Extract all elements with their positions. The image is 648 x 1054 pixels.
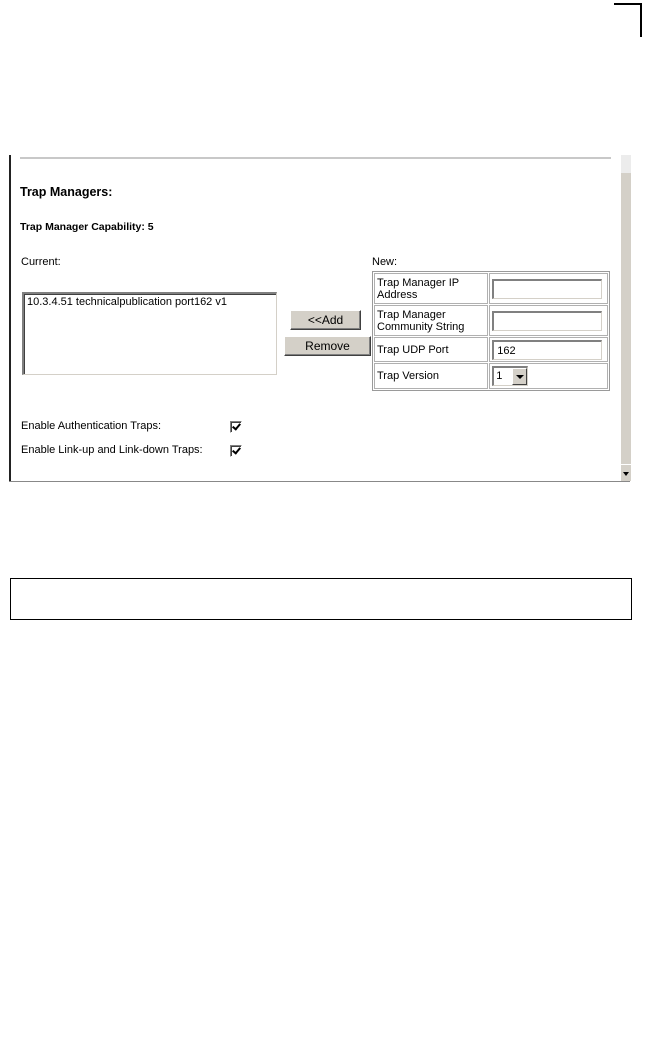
- scroll-track[interactable]: [621, 173, 631, 463]
- add-button[interactable]: <<Add: [290, 310, 361, 330]
- link-traps-checkbox[interactable]: [230, 445, 242, 457]
- frame-left-border: [9, 155, 11, 482]
- link-traps-label: Enable Link-up and Link-down Traps:: [21, 444, 203, 456]
- page-title: Trap Managers:: [20, 185, 113, 199]
- ip-address-input[interactable]: [492, 279, 602, 299]
- list-item[interactable]: 10.3.4.51 technicalpublication port162 v1: [27, 296, 227, 308]
- trap-version-value: 1: [496, 370, 503, 382]
- content-top-divider: [20, 157, 611, 159]
- new-label: New:: [372, 256, 398, 268]
- scroll-down-arrow-icon[interactable]: [621, 464, 631, 481]
- page-corner-mark: [614, 3, 642, 37]
- new-trap-manager-form: [372, 271, 610, 391]
- remove-button[interactable]: Remove: [284, 336, 371, 356]
- auth-traps-checkbox[interactable]: [230, 421, 242, 433]
- community-string-input[interactable]: [492, 311, 602, 331]
- community-string-label: Trap Manager Community String: [374, 305, 488, 336]
- auth-traps-label: Enable Authentication Traps:: [21, 420, 162, 432]
- udp-port-label: Trap UDP Port: [374, 337, 488, 362]
- frame-bottom-border: [9, 481, 630, 482]
- ip-address-label: Trap Manager IP Address: [374, 273, 488, 304]
- current-trap-managers-list[interactable]: [22, 292, 277, 375]
- chevron-down-icon[interactable]: [512, 368, 527, 385]
- current-label: Current:: [21, 256, 61, 268]
- caption-box: [10, 578, 632, 620]
- scroll-thumb[interactable]: [621, 155, 631, 173]
- trap-version-select[interactable]: [492, 366, 528, 386]
- vertical-scrollbar[interactable]: [621, 155, 631, 481]
- trap-version-label: Trap Version: [374, 363, 488, 389]
- udp-port-input[interactable]: 162: [492, 340, 602, 360]
- trap-manager-capability: Trap Manager Capability: 5: [20, 221, 154, 233]
